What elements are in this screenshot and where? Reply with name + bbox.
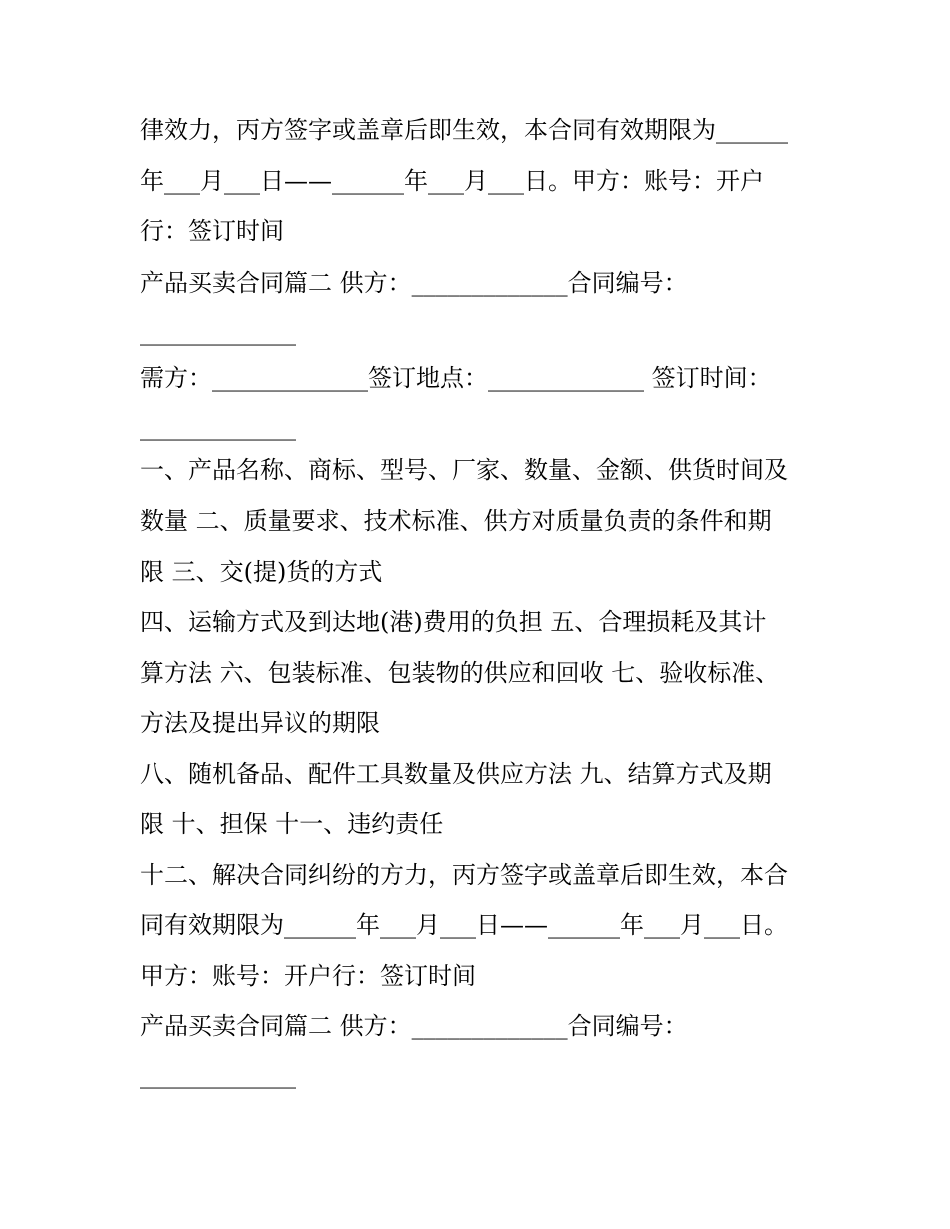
text-line: 限 十、担保 十一、违约责任: [140, 810, 444, 838]
text-line: 需方：_____________签订地点：_____________ 签订时间：: [140, 364, 772, 392]
text-line: 律效力，丙方签字或盖章后即生效，本合同有效期限为______: [140, 116, 788, 144]
text-line: 十二、解决合同纠纷的方力，丙方签字或盖章后即生效，本合: [140, 861, 788, 889]
text-line: 甲方：账号：开户行：签订时间: [140, 962, 476, 990]
text-line: 产品买卖合同篇二 供方：_____________合同编号：: [140, 269, 688, 297]
text-line: _____________: [140, 1061, 296, 1089]
text-line: 行：签订时间: [140, 217, 284, 245]
text-line: 一、产品名称、商标、型号、厂家、数量、金额、供货时间及: [140, 456, 788, 484]
text-line: _____________: [140, 413, 296, 441]
text-line: 年___月___日——______年___月___日。甲方：账号：开户: [140, 167, 764, 195]
text-line: 四、运输方式及到达地(港)费用的负担 五、合理损耗及其计: [140, 608, 767, 636]
text-line: _____________: [140, 318, 296, 346]
text-line: 产品买卖合同篇二 供方：_____________合同编号：: [140, 1012, 688, 1040]
text-line: 数量 二、质量要求、技术标准、供方对质量负责的条件和期: [140, 507, 772, 535]
text-line: 方法及提出异议的期限: [140, 709, 380, 737]
text-line: 同有效期限为______年___月___日——______年___月___日。: [140, 911, 788, 939]
text-line: 限 三、交(提)货的方式: [140, 558, 383, 586]
text-line: 算方法 六、包装标准、包装物的供应和回收 七、验收标准、: [140, 659, 780, 687]
text-line: 八、随机备品、配件工具数量及供应方法 九、结算方式及期: [140, 760, 772, 788]
